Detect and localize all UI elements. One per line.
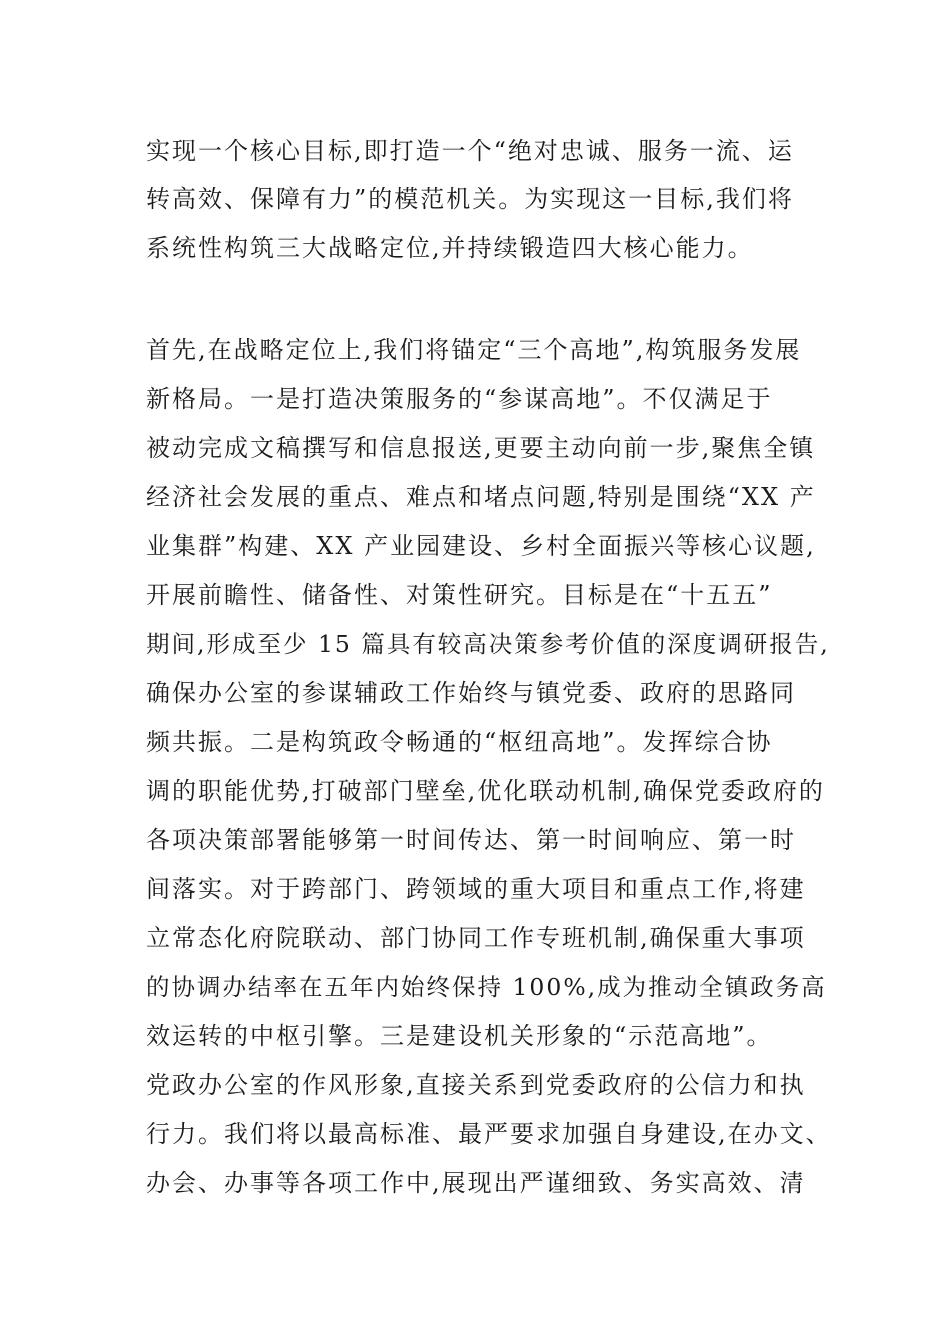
text-line: 业集群”构建、XX 产业园建设、乡村全面振兴等核心议题, [146,532,816,560]
text-line: 首先,在战略定位上,我们将锚定“三个高地”,构筑服务发展 [146,336,802,364]
text-line: 实现一个核心目标,即打造一个“绝对忠诚、服务一流、运 [146,137,794,165]
text-line: 被动完成文稿撰写和信息报送,更要主动向前一步,聚焦全镇 [146,434,816,462]
text-line: 期间,形成至少 15 篇具有较高决策参考价值的深度调研报告, [146,630,830,658]
text-line: 转高效、保障有力”的模范机关。为实现这一目标,我们将 [146,185,794,213]
text-line: 经济社会发展的重点、难点和堵点问题,特别是围绕“XX 产 [146,483,816,511]
text-line: 频共振。二是构筑政令畅通的“枢纽高地”。发挥综合协 [146,728,773,756]
text-line: 调的职能优势,打破部门壁垒,优化联动机制,确保党委政府的 [146,777,825,805]
text-line: 各项决策部署能够第一时间传达、第一时间响应、第一时 [146,826,796,854]
text-line: 党政办公室的作风形象,直接关系到党委政府的公信力和执 [146,1071,806,1099]
text-line: 确保办公室的参谋辅政工作始终与镇党委、政府的思路同 [146,679,796,707]
text-line: 的协调办结率在五年内始终保持 100%,成为推动全镇政务高 [146,973,827,1001]
text-line: 开展前瞻性、储备性、对策性研究。目标是在“十五五” [146,581,773,609]
text-line: 办会、办事等各项工作中,展现出严谨细致、务实高效、清 [146,1169,806,1197]
text-line: 立常态化府院联动、部门协同工作专班机制,确保重大事项 [146,924,806,952]
text-line: 效运转的中枢引擎。三是建设机关形象的“示范高地”。 [146,1022,773,1050]
text-line: 行力。我们将以最高标准、最严要求加强自身建设,在办文、 [146,1120,832,1148]
text-line: 系统性构筑三大战略定位,并持续锻造四大核心能力。 [146,234,754,262]
text-line: 间落实。对于跨部门、跨领域的重大项目和重点工作,将建 [146,875,806,903]
text-line: 新格局。一是打造决策服务的“参谋高地”。不仅满足于 [146,385,773,413]
